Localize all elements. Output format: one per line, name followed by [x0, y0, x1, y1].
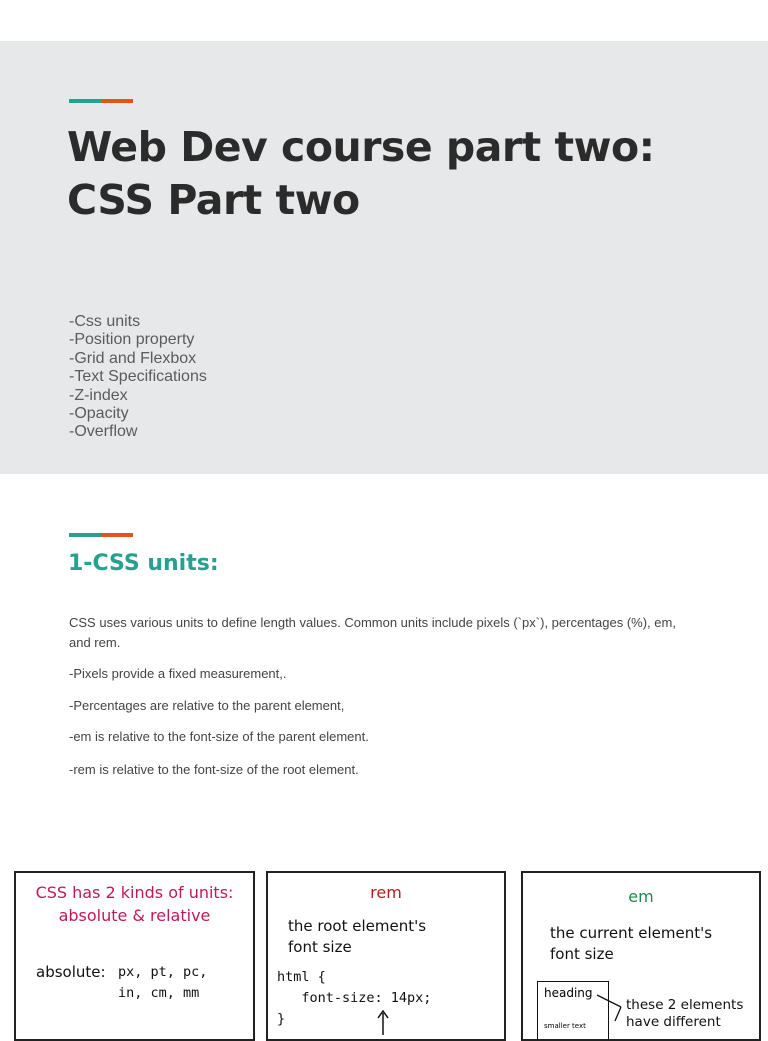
- code-line: }: [277, 1011, 286, 1027]
- panel-text: font size: [550, 945, 614, 963]
- panel-heading: absolute & relative: [58, 906, 211, 925]
- arrow-icon: [595, 991, 625, 1031]
- box-sublabel: smaller text: [544, 1022, 586, 1030]
- box-label: heading: [544, 986, 593, 1000]
- em-paragraph: -em is relative to the font-size of the parent element.: [69, 729, 369, 744]
- topics-list: [69, 313, 207, 442]
- absolute-units-line-2: in, cm, mm: [118, 985, 200, 1001]
- panel-heading: rem: [370, 883, 402, 902]
- topic-item: -Text Specifications: [69, 368, 207, 386]
- title-line-1: Web Dev course part two:: [67, 123, 655, 171]
- title-slide: [0, 41, 768, 474]
- panel-heading: em: [628, 887, 654, 906]
- page-title: [67, 121, 747, 227]
- topic-item: -Grid and Flexbox: [69, 349, 197, 367]
- percentages-paragraph: -Percentages are relative to the parent element,: [69, 698, 345, 713]
- topic-item: -Position property: [69, 331, 195, 349]
- comic-panel-rem: [266, 871, 506, 1041]
- accent-bar-teal: [69, 533, 101, 537]
- pixels-paragraph: -Pixels provide a fixed measurement,.: [69, 666, 287, 681]
- section-accent-bar: [69, 533, 133, 537]
- panel-text: font size: [288, 938, 352, 956]
- accent-bar: [69, 99, 133, 103]
- topic-item: -Z-index: [69, 386, 128, 404]
- topic-item: -Overflow: [69, 423, 138, 441]
- top-strip: [0, 0, 768, 41]
- comic-panel-units: [14, 871, 255, 1041]
- section-heading: 1-CSS units:: [68, 551, 219, 576]
- comic-panel-em: [521, 871, 761, 1041]
- absolute-units-line-1: px, pt, pc,: [118, 964, 208, 980]
- panel-text: the root element's: [288, 917, 427, 935]
- accent-bar-teal: [69, 99, 101, 103]
- accent-bar-orange: [101, 533, 133, 537]
- code-line: font-size: 14px;: [277, 990, 432, 1006]
- accent-bar-orange: [101, 99, 133, 103]
- panel-note: these 2 elements: [626, 997, 744, 1013]
- panel-text: the current element's: [550, 924, 713, 942]
- arrow-up-icon: [373, 1007, 393, 1037]
- topic-item: -Css units: [69, 313, 141, 330]
- panel-note: have different: [626, 1014, 721, 1030]
- code-line: html {: [277, 969, 326, 985]
- intro-paragraph: CSS uses various units to define length values. Common units include pixels (`px`), percentages (%), em, and rem.: [69, 615, 676, 650]
- panel-heading: CSS has 2 kinds of units:: [35, 883, 234, 902]
- title-line-2: CSS Part two: [67, 176, 360, 224]
- absolute-label: absolute:: [36, 963, 106, 981]
- topic-item: -Opacity: [69, 405, 129, 423]
- rem-paragraph: -rem is relative to the font-size of the root element.: [69, 762, 359, 777]
